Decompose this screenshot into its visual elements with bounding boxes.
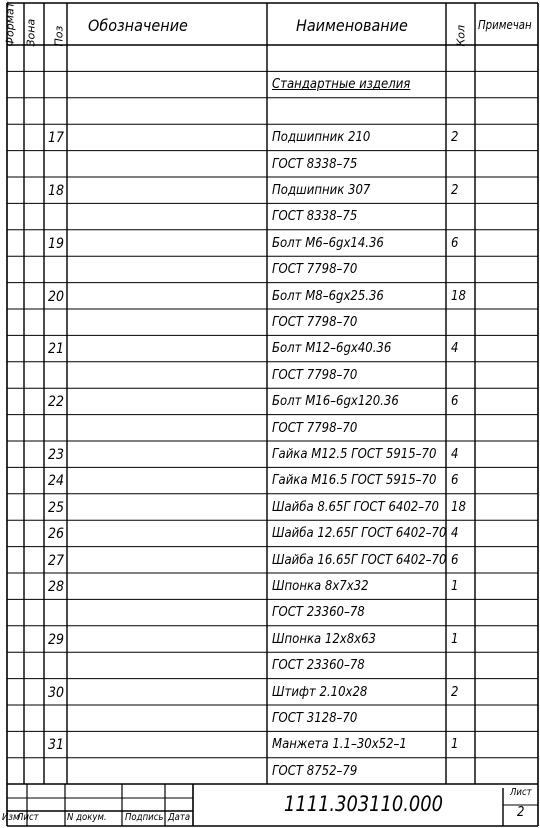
row-name: ГОСТ 8338–75 — [272, 209, 358, 225]
header-designation: Обозначение — [88, 16, 188, 35]
row-pos: 27 — [48, 552, 65, 569]
row-pos: 23 — [48, 447, 65, 463]
row-name: Болт М6–6gх14.36 — [272, 235, 384, 251]
row-qty: 18 — [451, 288, 466, 304]
row-qty: 4 — [451, 526, 459, 542]
row-qty: 2 — [451, 684, 459, 700]
row-name: ГОСТ 8752–79 — [272, 763, 358, 779]
row-qty: 6 — [451, 235, 459, 251]
title-izm: Изм — [2, 812, 20, 823]
row-pos: 29 — [48, 631, 65, 648]
row-name: Штифт 2.10х28 — [272, 684, 368, 700]
row-name: ГОСТ 7798–70 — [272, 420, 358, 436]
row-pos: 18 — [48, 183, 65, 199]
row-name: Подшипник 307 — [272, 183, 371, 198]
sheet-label: Лист — [510, 787, 532, 798]
row-pos: 30 — [48, 684, 65, 701]
row-pos: 20 — [48, 288, 65, 305]
row-name: ГОСТ 7798–70 — [272, 367, 358, 383]
document-number: 1111.303110.000 — [284, 792, 443, 816]
row-name: Манжета 1.1–30х52–1 — [272, 737, 407, 753]
header-note: Примечан — [478, 18, 532, 32]
row-qty: 4 — [451, 447, 459, 462]
row-name: Гайка М16.5 ГОСТ 5915–70 — [272, 473, 437, 489]
row-name: Шайба 8.65Г ГОСТ 6402–70 — [272, 499, 439, 515]
row-name: Подшипник 210 — [272, 130, 371, 146]
header-name: Наименование — [296, 16, 408, 35]
row-name: ГОСТ 7798–70 — [272, 262, 358, 278]
row-qty: 4 — [451, 341, 459, 357]
row-qty: 2 — [451, 183, 459, 198]
header-qty: Кол — [454, 24, 468, 47]
row-name: Болт М8–6gх25.36 — [272, 288, 384, 304]
title-sign: Подпись — [125, 812, 164, 823]
title-ndoc: N докум. — [67, 812, 107, 823]
row-name: Гайка М12.5 ГОСТ 5915–70 — [272, 447, 437, 462]
row-name: Болт М12–6gх40.36 — [272, 341, 392, 357]
row-qty: 1 — [451, 579, 459, 594]
row-pos: 19 — [48, 235, 65, 252]
row-name: Шпонка 12х8х63 — [272, 631, 376, 647]
row-qty: 6 — [451, 394, 459, 410]
section-title: Стандартные изделия — [272, 77, 411, 93]
row-name: ГОСТ 23360–78 — [272, 605, 365, 621]
row-name: Шайба 16.65Г ГОСТ 6402–70 — [272, 552, 447, 568]
row-qty: 6 — [451, 473, 459, 489]
row-name: ГОСТ 8338–75 — [272, 156, 358, 172]
row-pos: 31 — [48, 737, 65, 754]
row-pos: 25 — [48, 499, 65, 516]
row-name: ГОСТ 7798–70 — [272, 315, 358, 330]
row-pos: 26 — [48, 526, 65, 543]
row-qty: 1 — [451, 631, 459, 647]
row-qty: 6 — [451, 552, 459, 568]
row-name: Болт М16–6gх120.36 — [272, 394, 399, 410]
row-name: ГОСТ 3128–70 — [272, 711, 358, 726]
header-pos: Поз — [52, 25, 66, 47]
title-date: Дата — [168, 812, 191, 823]
row-pos: 21 — [48, 341, 65, 358]
title-list: Лист — [17, 812, 39, 823]
header-zone: Зона — [24, 18, 38, 47]
row-qty: 2 — [451, 130, 459, 146]
row-name: ГОСТ 23360–78 — [272, 658, 365, 674]
row-name: Шайба 12.65Г ГОСТ 6402–70 — [272, 526, 447, 542]
row-qty: 18 — [451, 499, 466, 515]
row-pos: 22 — [48, 394, 65, 411]
row-name: Шпонка 8х7х32 — [272, 579, 369, 594]
row-pos: 17 — [48, 130, 65, 147]
sheet-number: 2 — [517, 805, 525, 820]
row-qty: 1 — [451, 737, 459, 753]
header-format: Формат — [3, 1, 17, 47]
row-pos: 24 — [48, 473, 65, 490]
row-pos: 28 — [48, 579, 65, 595]
